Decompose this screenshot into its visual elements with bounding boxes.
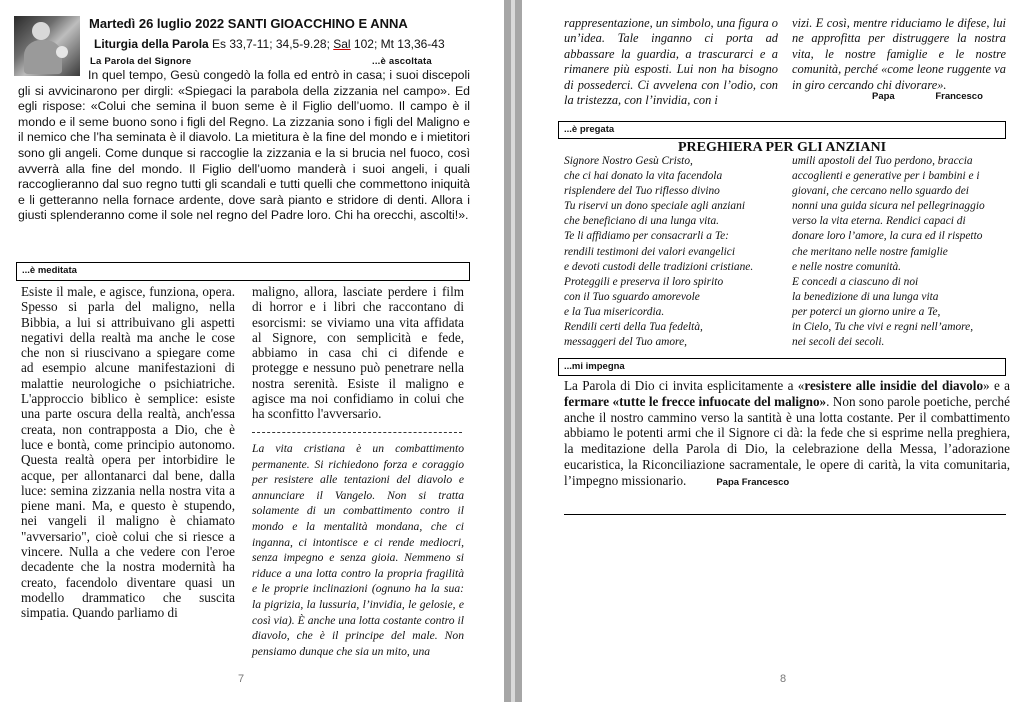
liturgy-readings — [94, 37, 445, 51]
prayer-line: accoglienti e generative per i bambini e i — [792, 170, 980, 183]
ascolta-label: ...è ascoltata — [372, 56, 432, 67]
medita-column-right: maligno, allora, lasciate perdere i film di horror e i libri che raccontano di esorcismi: se viviamo una vita affidata al Signore, con semplicità e fede, abbiamo in casa chi ci difende e protegge e nessuno può penetrare nella nostra serenità. Esiste il maligno e agisce ma noi confidiamo in colui che ha sconfitto l'avversario. — [252, 284, 464, 422]
prayer-line: la benedizione di una lunga vita — [792, 290, 939, 303]
prayer-line: E concedi a ciascuno di noi — [792, 275, 919, 288]
vita-cristiana-quote: La vita cristiana è un combattimento permanente. Si richiedono forza e coraggio per resistere alle tentazioni del diavolo e annunciare il Vangelo. Non si tratta solamente di un combattimento contro il mondo e la mentalità mondana, che ci inganna, ci intontisce e ci rende mediocri, senza impegno e senza gioia. Nemmeno si riduce a una lotta contro la propria fragilità e le proprie inclinazioni (ognuno ha la sua: la pigrizia, la lussuria, l’invidia, le gelosie, e così via). È anche una lotta costante contro il diavolo, che è il principe del male. Non pensiamo dunque che sia un mito, una — [252, 442, 464, 658]
parola-label: La Parola del Signore — [90, 56, 192, 67]
quote-signature: Papa Francesco — [872, 91, 983, 102]
prayer-line: che ci hai donato la vita facendola — [564, 170, 723, 183]
prayer-line: messaggeri del Tuo amore, — [564, 336, 687, 349]
prayer-line: per poterci un giorno unire a Te, — [792, 305, 941, 318]
impegna-signature: Papa Francesco — [716, 476, 790, 488]
medita-section-label: ...è meditata — [16, 262, 470, 281]
impegna-bold-1: resistere alle insidie del diavolo — [804, 378, 984, 393]
day-title: Martedì 26 luglio 2022 SANTI GIOACCHINO E ANNA — [89, 16, 408, 31]
prayer-line: risplendere del Tuo riflesso divino — [564, 185, 720, 198]
prayer-line: e la Tua misericordia. — [564, 305, 665, 318]
bottom-rule — [564, 514, 1006, 515]
gospel-text — [18, 68, 470, 224]
prayer-line: Te li affidiamo per consacrarli a Te: — [564, 230, 729, 243]
pregata-section-label: ...è pregata — [558, 121, 1006, 139]
prayer-line: umili apostoli del Tuo perdono, braccia — [792, 155, 973, 167]
prayer-line: nonni una guida sicura nel pellegrinaggio — [792, 200, 985, 213]
page-7 — [0, 0, 504, 702]
quote-continuation-left: rappresentazione, un simbolo, una figura o un’idea. Tale inganno ci porta ad abbassare la guardia, a trascurarci e a rimanere più esposti. Lui non ha bisogno di possederci. Ci avvelena con l’odio, con la tristezza, con l’invidia, con i — [564, 16, 778, 108]
prayer-line: rendili testimoni dei valori evangelici — [564, 245, 736, 258]
page-gutter — [504, 0, 522, 702]
prayer-line: donare loro l’amore, la cura ed il rispetto — [792, 230, 983, 243]
prayer-column-left — [564, 154, 790, 350]
prayer-column-right — [792, 154, 1018, 350]
impegna-pre: La Parola di Dio ci invita esplicitamente a « — [564, 378, 805, 393]
page-number: 7 — [238, 673, 245, 685]
readings-sal: Sal — [333, 37, 351, 51]
impegna-bold-2: fermare «tutte le frecce infuocate del maligno» — [564, 393, 827, 409]
dashed-divider — [252, 432, 462, 433]
quote-continuation-right: vizi. E così, mentre riduciamo le difese, lui ne approfitta per distruggere la nostra vita, le nostre famiglie e le nostre comunità, perché «come leone ruggente va in giro cercando chi divorare». — [792, 16, 1006, 92]
prayer-title: PREGHIERA PER GLI ANZIANI — [677, 140, 887, 155]
impegna-post: . Non sono parole poetiche, perché anche il nostro cammino verso la santità è una lotta costante. Per il combattimento abbiamo le potenti armi che il Signore ci dà: la fede che si esprime nella preghiera, la meditazione della Parola di Dio, la celebrazione della Messa, l’adorazione eucaristica, la Riconciliazione sacramentale, le opere di carità, la vita comunitaria, l’impegno missionario. — [564, 393, 1010, 488]
prayer-line: con il Tuo sguardo amorevole — [564, 290, 700, 303]
page-number: 8 — [780, 673, 787, 685]
prayer-line: Tu riservi un dono speciale agli anziani — [564, 200, 745, 213]
saints-image — [14, 16, 80, 76]
impegna-section-label: ...mi impegna — [558, 358, 1006, 376]
impegna-text — [564, 378, 1010, 491]
prayer-line: giovani, che cercano nello sguardo dei — [792, 185, 969, 198]
prayer-line: in Cielo, Tu che vivi e regni nell’amore, — [792, 321, 974, 334]
medita-column-left: Esiste il male, e agisce, funziona, opera. Spesso si parla del maligno, nella Bibbia, a lui si attribuivano gli aspetti negativi della realtà ma anche le cose che non si riuscivano a spiegare come ad esempio alcune manifestazioni di malattie neurologiche o psichiatriche. L'approccio biblico è semplice: esiste una parte oscura della realtà, anch'essa creata, non contrapposta a Dio, che è luce e bontà, come principio autonomo. Questa realtà opera per intorbidire le acque, per allontanarci dal bene, dalla luce: semina zizzania nella nostra vita a piene mani. Ma, e questo è stupendo, nei vangeli il maligno è chiamato "avversario", cioè colui che si riesce a vincere. Nulla a che vedere con l'eroe decadente che la nostra modernità ha creato, facendolo diventare quasi un modello drammatico che suscita simpatia. Quando parliamo di — [21, 284, 235, 621]
gospel-paragraph: In quel tempo, Gesù congedò la folla ed entrò in casa; i suoi discepoli gli si avvicinarono per dirgli: «Spiegaci la parabola della zizzania nel campo». Ed egli rispose: «Colui che semina il buon seme è il Figlio dell’uomo. Il campo è il mondo e il seme buono sono i figli del Regno. La zizzania sono i figli del Maligno e il nemico che l’ha seminata è il diavolo. La mietitura è la fine del mondo e i mietitori sono gli angeli. Come dunque si raccoglie la zizzania e la si brucia nel fuoco, così avverrà alla fine del mondo. Il Figlio dell’uomo manderà i suoi angeli, i quali raccoglieranno dal suo regno tutti gli scandali e tutti quelli che commettono iniquità e li getteranno nella fornace ardente, dove sarà pianto e stridore di denti. Allora i giusti splenderanno come il sole nel regno del Padre loro. Chi ha orecchi, ascolti!». — [18, 68, 470, 223]
liturgy-label: Liturgia della Parola — [94, 37, 209, 51]
readings-pre: Es 33,7-11; 34,5-9.28; — [212, 37, 334, 51]
page-8 — [522, 0, 1028, 702]
prayer-line: Rendili certi della Tua fedeltà, — [564, 321, 703, 334]
prayer-line: Signore Nostro Gesù Cristo, — [564, 155, 693, 167]
prayer-line: che beneficiano di una lunga vita. — [564, 215, 720, 228]
impegna-mid: » e a — [983, 378, 1010, 393]
prayer-line: e nelle nostre comunità. — [792, 260, 902, 273]
prayer-line: verso la vita eterna. Rendici capaci di — [792, 215, 966, 228]
readings-post: 102; Mt 13,36-43 — [350, 37, 445, 51]
prayer-line: nei secoli dei secoli. — [792, 336, 885, 349]
prayer-line: che meritano nelle nostre famiglie — [792, 245, 948, 258]
prayer-line: Proteggili e preserva il loro spirito — [564, 275, 724, 288]
prayer-line: e devoti custodi delle tradizioni cristiane. — [564, 260, 754, 273]
